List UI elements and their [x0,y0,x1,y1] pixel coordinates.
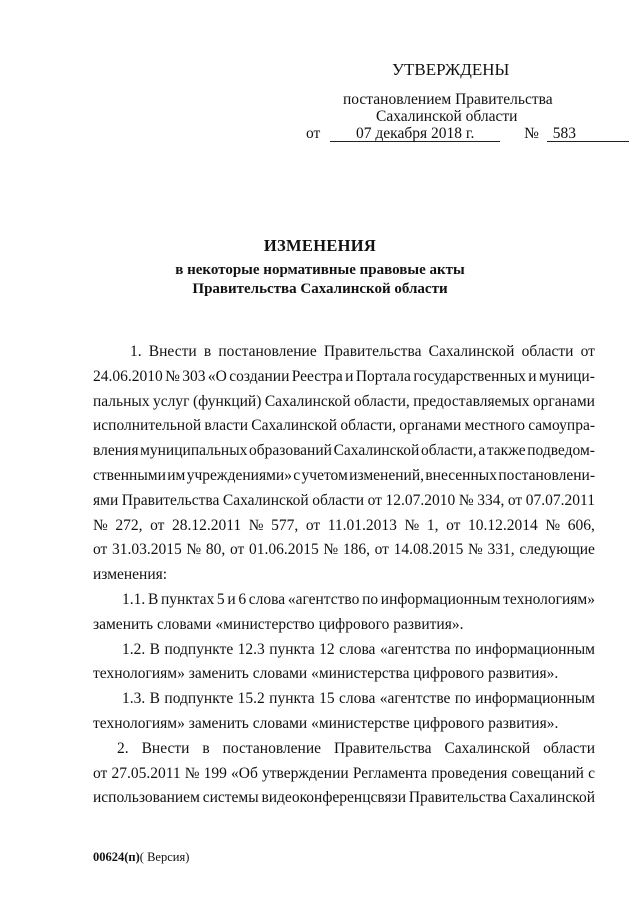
body-word: 24.06.2010 [93,367,163,385]
body-word: заменить [93,615,157,633]
body-word: Сахалинской [222,491,309,509]
body-word: в [203,343,212,360]
body-word: органами [532,392,595,410]
body-word: 12 [319,640,335,658]
body-word: «О [207,367,227,385]
body-word: 606, [567,516,595,534]
body-word: вления [93,442,139,460]
body-word: заменить [188,665,253,683]
body-word: подпункте [164,640,234,658]
body-word: от [93,541,108,559]
body-line [93,538,595,563]
body-word: власти [204,417,249,435]
body-word: развития». [393,615,464,633]
body-word: 334, [477,491,505,509]
body-word: информационным [475,640,595,658]
body-word: ями [93,491,119,509]
body-word: учреждениями» [186,466,292,484]
body-word: Внести [141,739,190,757]
body-word: от [367,491,382,509]
body-word: создании [229,367,290,385]
body-word: 1. [130,343,142,360]
body-word: 14.08.2015 [393,541,464,559]
body-word: развития». [488,665,559,683]
body-word: цифрового [413,665,489,683]
body-word: № [165,367,180,385]
body-word: 28.12.2011 [171,516,242,534]
body-word: исполнительной [93,417,202,435]
body-word: (функций) [192,392,262,410]
body-word: пункта [269,640,315,658]
body-word: «министерства [311,665,414,683]
body-word: № [468,541,483,559]
body-word: 6 [238,590,247,608]
body-line [93,464,595,489]
body-word: системы [202,789,259,807]
approved-by-line: постановлением Правительства [343,91,553,108]
body-word: словами [157,615,216,633]
body-word: области [312,491,365,509]
body-word: развития». [488,714,559,732]
body-word: 2. [117,739,129,757]
body-word: органами [399,417,462,435]
body-word: Портала [355,367,411,385]
body-word: «агентство [287,590,360,608]
body-line [93,762,595,787]
body-word: словами [252,665,312,683]
body-word: от [580,343,595,360]
body-word: постановление [218,343,317,360]
document-subtitle-line-1: в некоторые нормативные правовые акты [175,262,465,278]
body-word: 199 [203,764,227,782]
body-word: предоставляемых [413,392,530,410]
body-word: технологиям» [93,714,189,732]
body-word: муници- [538,367,595,385]
body-word: 186, [342,541,370,559]
body-word: пункта [269,690,315,708]
body-word: Правительства [333,739,432,757]
body-word: № [248,516,264,534]
body-line [93,737,595,762]
body-word: 15.2 [237,690,265,708]
body-word: а [478,442,486,460]
body-word: видеоконференцсвязи [261,789,407,807]
body-word: проведения [431,764,508,782]
body-word: 01.06.2015 [248,541,319,559]
body-line [93,489,595,514]
body-word: № [184,764,200,782]
body-word: 80, [205,541,226,559]
body-line [93,712,595,737]
body-word: 11.01.2013 [327,516,397,534]
body-word: словами [252,714,312,732]
body-line [93,365,595,390]
body-word: Правительства [408,789,507,807]
body-word: также [486,442,526,460]
body-word: области, [420,442,477,460]
body-word: Внести [148,343,197,360]
body-word: «агентства [379,640,451,658]
body-word: и [345,367,354,385]
approved-heading: УТВЕРЖДЕНЫ [392,60,510,79]
body-word: 5 [216,590,225,608]
body-word: 303 [182,367,206,385]
body-word: 27.05.2011 [111,764,181,782]
body-word: и [227,590,236,608]
body-word: государственных [413,367,526,385]
body-word: учетом [301,466,348,484]
body-word: использованием [93,789,200,807]
body-word: В [149,640,161,658]
body-word: 1.1. [122,590,146,608]
body-word: от [93,764,108,782]
body-word: подведом- [527,442,595,460]
body-word: самоупра- [528,417,595,435]
body-word: В [147,590,159,608]
body-word: Сахалинской [509,789,595,807]
body-word: 10.12.2014 [467,516,538,534]
body-word: от [446,516,461,534]
body-word: «агентстве [379,690,451,708]
from-label: от [306,125,321,142]
document-title: ИЗМЕНЕНИЯ [263,236,377,255]
body-line [93,439,595,464]
body-word: области [543,739,595,757]
body-word: Сахалинской [444,739,531,757]
body-word: слова [248,590,286,608]
body-word: 07.07.2011 [525,491,595,509]
body-word: области [521,343,574,360]
body-word: следующие [519,541,595,559]
body-word: и [528,367,537,385]
body-word: местного [464,417,525,435]
body-word: от [507,491,523,509]
body-word: Сахалинской [251,417,338,435]
body-line [93,514,595,539]
body-word: 15 [319,690,335,708]
body-word: слова [339,640,376,658]
body-word: 1, [426,516,439,534]
body-word: Сахалинской [428,343,515,360]
body-word: технологиям» [503,590,595,608]
body-word: № [458,491,474,509]
body-word: № [93,516,108,534]
body-word: «Об [231,764,258,782]
body-word: по [454,640,471,658]
body-word: Регламента [352,764,428,782]
body-word: 12.07.2010 [385,491,456,509]
body-word: области, [340,417,397,435]
body-word: образований [249,442,332,460]
body-word: информационным [380,590,501,608]
body-word: ственными [93,466,166,484]
body-word: заменить [188,714,253,732]
body-word: Сахалинской [333,442,420,460]
body-word: изменений, [349,466,424,484]
approval-date: 07 декабря 2018 г. [330,126,500,142]
document-footer [93,850,189,865]
body-word: Сахалинской [264,392,351,410]
body-word: по [362,590,379,608]
body-line [93,390,595,415]
body-word: от [374,541,389,559]
body-line [93,340,595,365]
approval-date-row [306,125,629,143]
body-line [93,638,595,663]
body-word: утверждении [261,764,349,782]
document-version: ( Версия) [139,850,190,864]
body-word: Правительства [121,491,220,509]
body-word: № [186,541,202,559]
body-line [93,563,595,588]
body-word: № [404,516,420,534]
body-word: изменения: [93,566,168,584]
body-word: муниципальных [140,442,248,460]
body-word: технологиям» [93,665,189,683]
body-word: постановлени- [498,466,595,484]
body-word: от [150,516,165,534]
body-word: «министерстве [311,714,414,732]
number-label: № [524,125,539,142]
body-word: с [293,466,301,484]
body-word: в [202,739,210,757]
body-word: 12.3 [237,640,265,658]
body-line [93,588,595,613]
body-word: Реестра [291,367,343,385]
body-word: с [588,764,595,782]
approved-region-line: Сахалинской области [376,108,518,125]
body-line [93,786,595,811]
body-word: области, [354,392,410,410]
body-word: Правительства [323,343,422,360]
body-word: цифрового [413,714,489,732]
body-word: № [545,516,561,534]
approval-number: 583 [547,126,629,142]
body-line [93,613,595,638]
body-word: постановление [222,739,322,757]
body-line [93,414,595,439]
body-word: № [323,541,339,559]
body-word: 1.2. [122,640,146,658]
body-word: 1.3. [122,690,146,708]
body-word: 331, [487,541,515,559]
body-word: слова [338,690,376,708]
body-word: пунктах [160,590,215,608]
document-subtitle-line-2: Правительства Сахалинской области [192,281,448,297]
body-word: В [149,690,160,708]
document-body [93,340,595,811]
body-word: совещаний [511,764,584,782]
body-word: информационным [475,690,595,708]
body-word: 272, [115,516,143,534]
document-code: 00624(п) [93,850,140,864]
body-line [93,662,595,687]
body-line [93,687,595,712]
body-word: цифрового [318,615,394,633]
body-word: от [229,541,245,559]
body-word: от [305,516,321,534]
body-word: пальных [93,392,150,410]
body-word: 577, [271,516,299,534]
body-word: подпункте [164,690,234,708]
body-word: «министерство [215,615,319,633]
body-word: внесенных [425,466,497,484]
body-word: услуг [153,392,190,410]
body-word: по [454,690,471,708]
body-word: 31.03.2015 [112,541,182,559]
body-word: им [167,466,186,484]
